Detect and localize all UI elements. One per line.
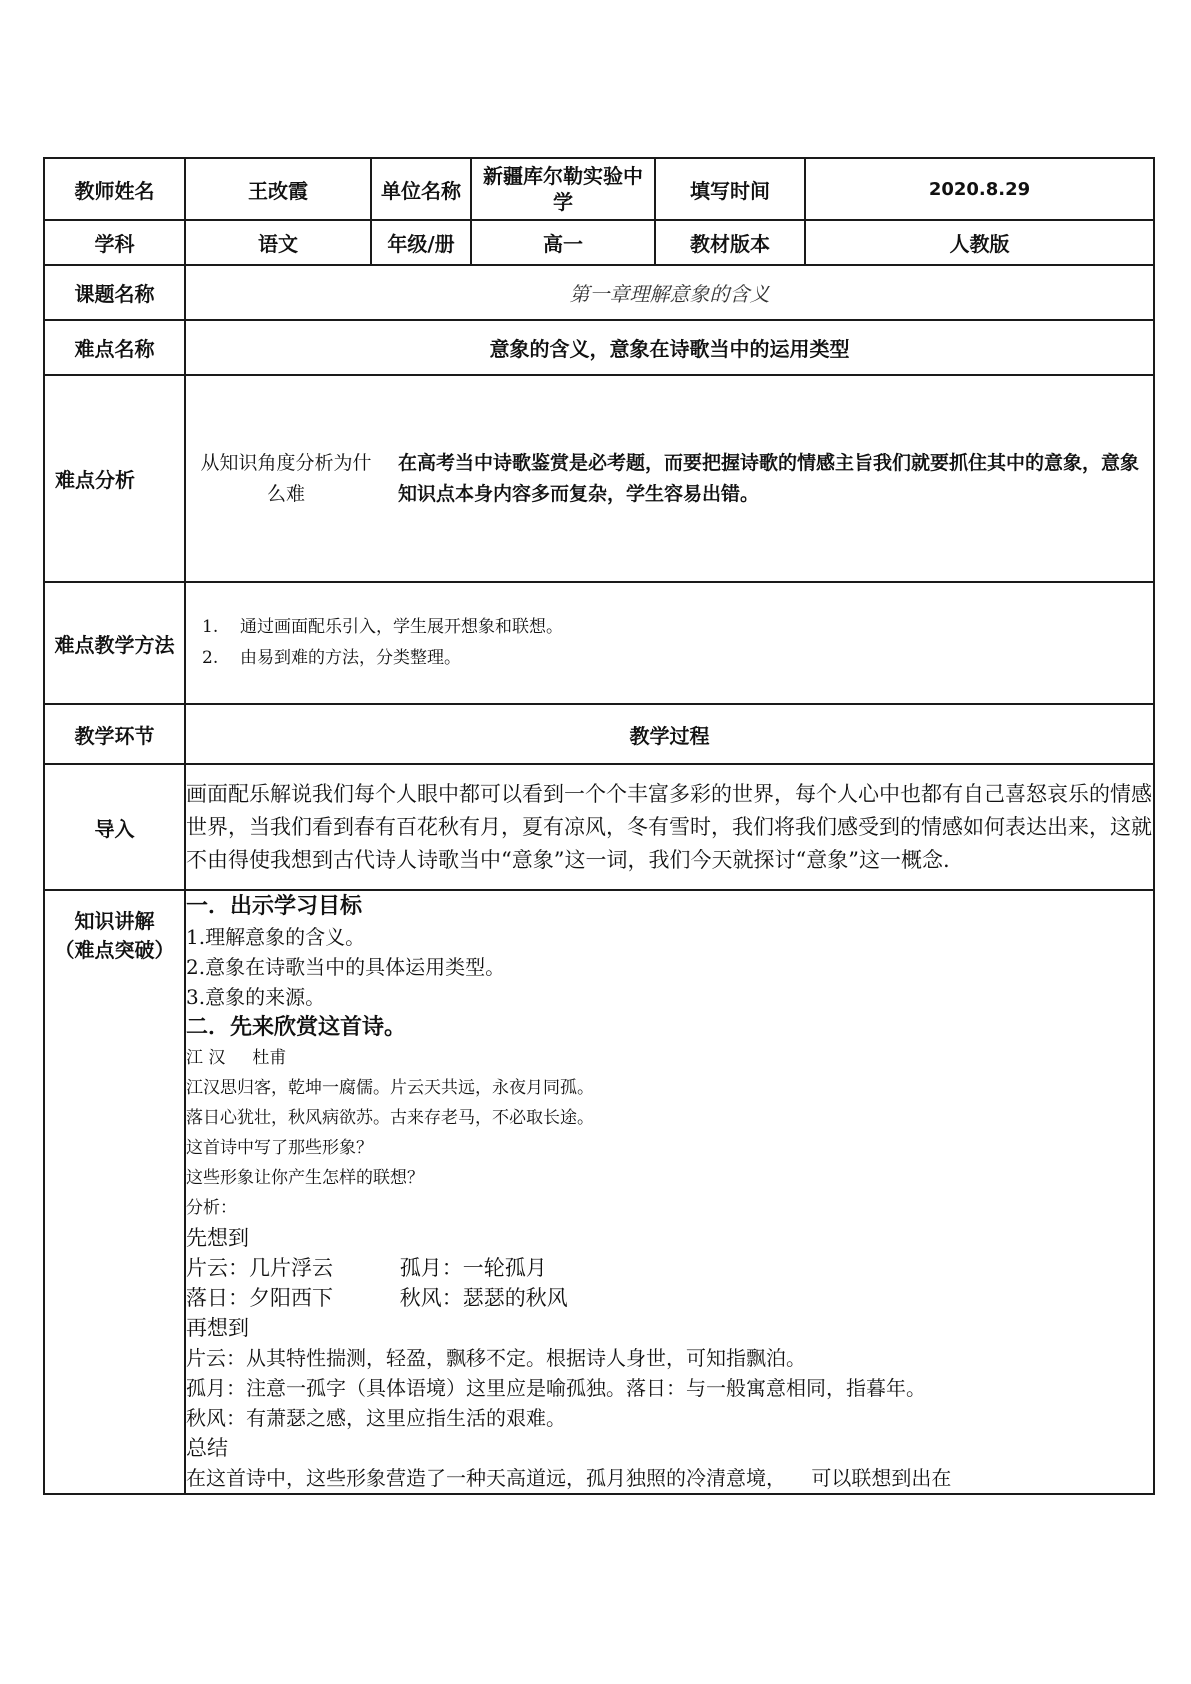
analysis-label-text: 分析： — [186, 1198, 237, 1218]
poem-line: 江汉思归客，乾坤一腐儒。片云天共远，永夜月同孤。 — [186, 1078, 594, 1098]
heading-poem: 二．先来欣赏这首诗。 — [186, 1015, 407, 1040]
edition-value: 人教版 — [805, 220, 1154, 265]
date-value: 2020.8.29 — [805, 158, 1154, 220]
analysis-text: 在高考当中诗歌鉴赏是必考题，而要把握诗歌的情感主旨我们就要抓住其中的意象，意象知识点本身内容多而复杂，学生容易出错。 — [398, 451, 1140, 505]
poem-title: 江 汉 杜甫 — [186, 1048, 287, 1068]
knowledge-label-line1: 知识讲解 — [74, 909, 155, 933]
row-teacher — [44, 158, 1154, 220]
difficulty-value: 意象的含义，意象在诗歌当中的运用类型 — [185, 320, 1154, 375]
topic-label: 课题名称 — [44, 265, 185, 320]
first-line: 片云：几片浮云 孤月：一轮孤月 — [186, 1256, 547, 1280]
row-stage — [44, 704, 1154, 764]
edition-label: 教材版本 — [655, 220, 805, 265]
difficulty-label: 难点名称 — [44, 320, 185, 375]
first-label: 先想到 — [186, 1226, 249, 1250]
stage-label: 教学环节 — [44, 704, 185, 764]
subject-label: 学科 — [44, 220, 185, 265]
row-intro — [44, 764, 1154, 890]
then-label: 再想到 — [186, 1316, 249, 1340]
question: 这首诗中写了那些形象？ — [186, 1138, 373, 1158]
teacher-label: 教师姓名 — [44, 158, 185, 220]
row-subject — [44, 220, 1154, 265]
list-item: 2. 由易到难的方法，分类整理。 — [202, 648, 461, 668]
row-knowledge — [44, 890, 1154, 1494]
unit-label: 单位名称 — [371, 158, 471, 220]
subject-value: 语文 — [185, 220, 371, 265]
knowledge-label — [44, 890, 185, 1494]
then-line: 孤月：注意一孤字（具体语境）这里应是喻孤独。落日：与一般寓意相同，指暮年。 — [186, 1376, 926, 1400]
list-item: 1. 通过画面配乐引入，学生展开想象和联想。 — [202, 617, 563, 637]
intro-label: 导入 — [44, 764, 185, 890]
grade-value: 高一 — [471, 220, 655, 265]
then-line: 秋风：有萧瑟之感，这里应指生活的艰难。 — [186, 1406, 566, 1430]
method-list — [186, 612, 1153, 674]
date-label: 填写时间 — [655, 158, 805, 220]
analysis-angle: 从知识角度分析为什么难 — [200, 451, 372, 505]
goal-item: 1.理解意象的含义。 — [186, 925, 366, 949]
goal-item: 3.意象的来源。 — [186, 985, 326, 1009]
summary-label: 总结 — [186, 1436, 228, 1460]
heading-goals: 一．出示学习目标 — [186, 894, 363, 919]
knowledge-content — [185, 890, 1154, 1494]
first-line: 落日：夕阳西下 秋风：瑟瑟的秋风 — [186, 1286, 568, 1310]
knowledge-label-line2: （难点突破） — [54, 938, 175, 962]
row-topic — [44, 265, 1154, 320]
row-difficulty — [44, 320, 1154, 375]
summary-text: 在这首诗中，这些形象营造了一种天高道远，孤月独照的冷清意境， 可以联想到出在 — [186, 1466, 952, 1490]
grade-label: 年级/册 — [371, 220, 471, 265]
unit-value: 新疆库尔勒实验中学 — [471, 158, 655, 220]
row-analysis — [44, 375, 1154, 582]
teacher-value: 王改霞 — [185, 158, 371, 220]
poem-line: 落日心犹壮，秋风病欲苏。古来存老马，不必取长途。 — [186, 1108, 594, 1128]
goal-item: 2.意象在诗歌当中的具体运用类型。 — [186, 955, 506, 979]
analysis-label: 难点分析 — [44, 375, 185, 582]
method-label: 难点教学方法 — [44, 582, 185, 704]
row-method — [44, 582, 1154, 704]
topic-value: 第一章理解意象的含义 — [185, 265, 1154, 320]
then-line: 片云：从其特性揣测，轻盈，飘移不定。根据诗人身世，可知指飘泊。 — [186, 1346, 806, 1370]
lesson-plan-table — [43, 157, 1155, 1495]
stage-value: 教学过程 — [185, 704, 1154, 764]
intro-text: 画面配乐解说我们每个人眼中都可以看到一个个丰富多彩的世界，每个人心中也都有自己喜怒哀乐的情感世界，当我们看到春有百花秋有月，夏有凉风，冬有雪时，我们将我们感受到的情感如何表达出来，这就不由得使我想到古代诗人诗歌当中“意象”这一词，我们今天就探讨“意象”这一概念. — [185, 764, 1154, 890]
question: 这些形象让你产生怎样的联想？ — [186, 1168, 424, 1188]
